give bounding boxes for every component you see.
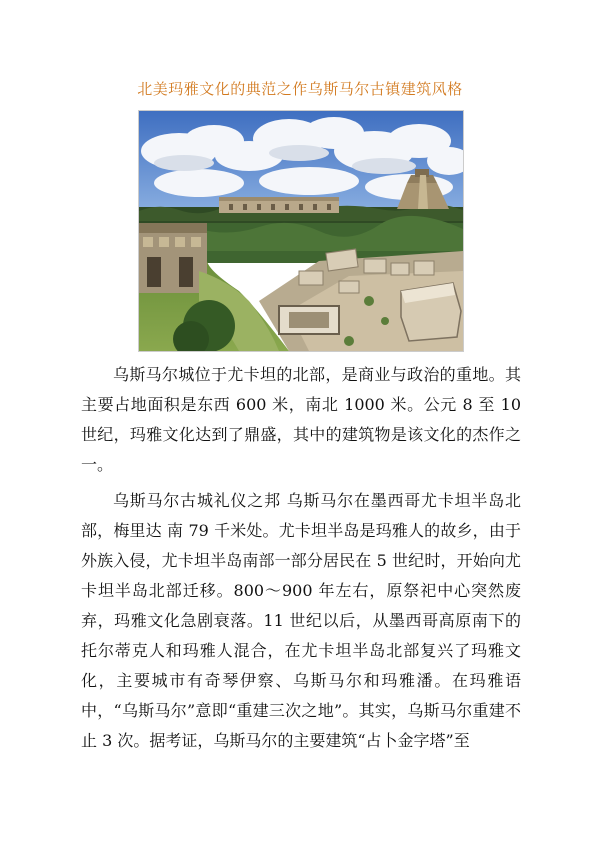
paragraph-history: 乌斯马尔古城礼仪之邦 乌斯马尔在墨西哥尤卡坦半岛北部，梅里达 南 79 千米处。尤卡坦半岛是玛雅人的故乡，由于外族入侵，尤卡坦半岛南部一部分居民在 5 世纪时，开始向尤卡坦半岛北部迁移。800～900 年左右，原祭祀中心突然废弃，玛雅文化急剧衰落。11 世纪以后，从墨西哥高原南下的托尔蒂克人和玛雅人混合，在尤卡坦半岛北部复兴了玛雅文化，主要城市有奇琴伊察、乌斯马尔和玛雅潘。在玛雅语中，“乌斯马尔”意即“重建三次之地”。其实，乌斯马尔重建不止 3 次。据考证，乌斯马尔的主要建筑“占卜金字塔”至 <box>81 491 521 750</box>
paragraph-intro: 乌斯马尔城位于尤卡坦的北部，是商业与政治的重地。其主要占地面积是东西 600 米，南北 1000 米。公元 8 至 10 世纪，玛雅文化达到了鼎盛，其中的建筑物是该文化的杰作之一。 <box>81 365 521 474</box>
uxmal-ruins-photo <box>138 110 464 352</box>
article-title: 北美玛雅文化的典范之作乌斯马尔古镇建筑风格 <box>137 80 463 98</box>
article-body <box>81 360 521 762</box>
